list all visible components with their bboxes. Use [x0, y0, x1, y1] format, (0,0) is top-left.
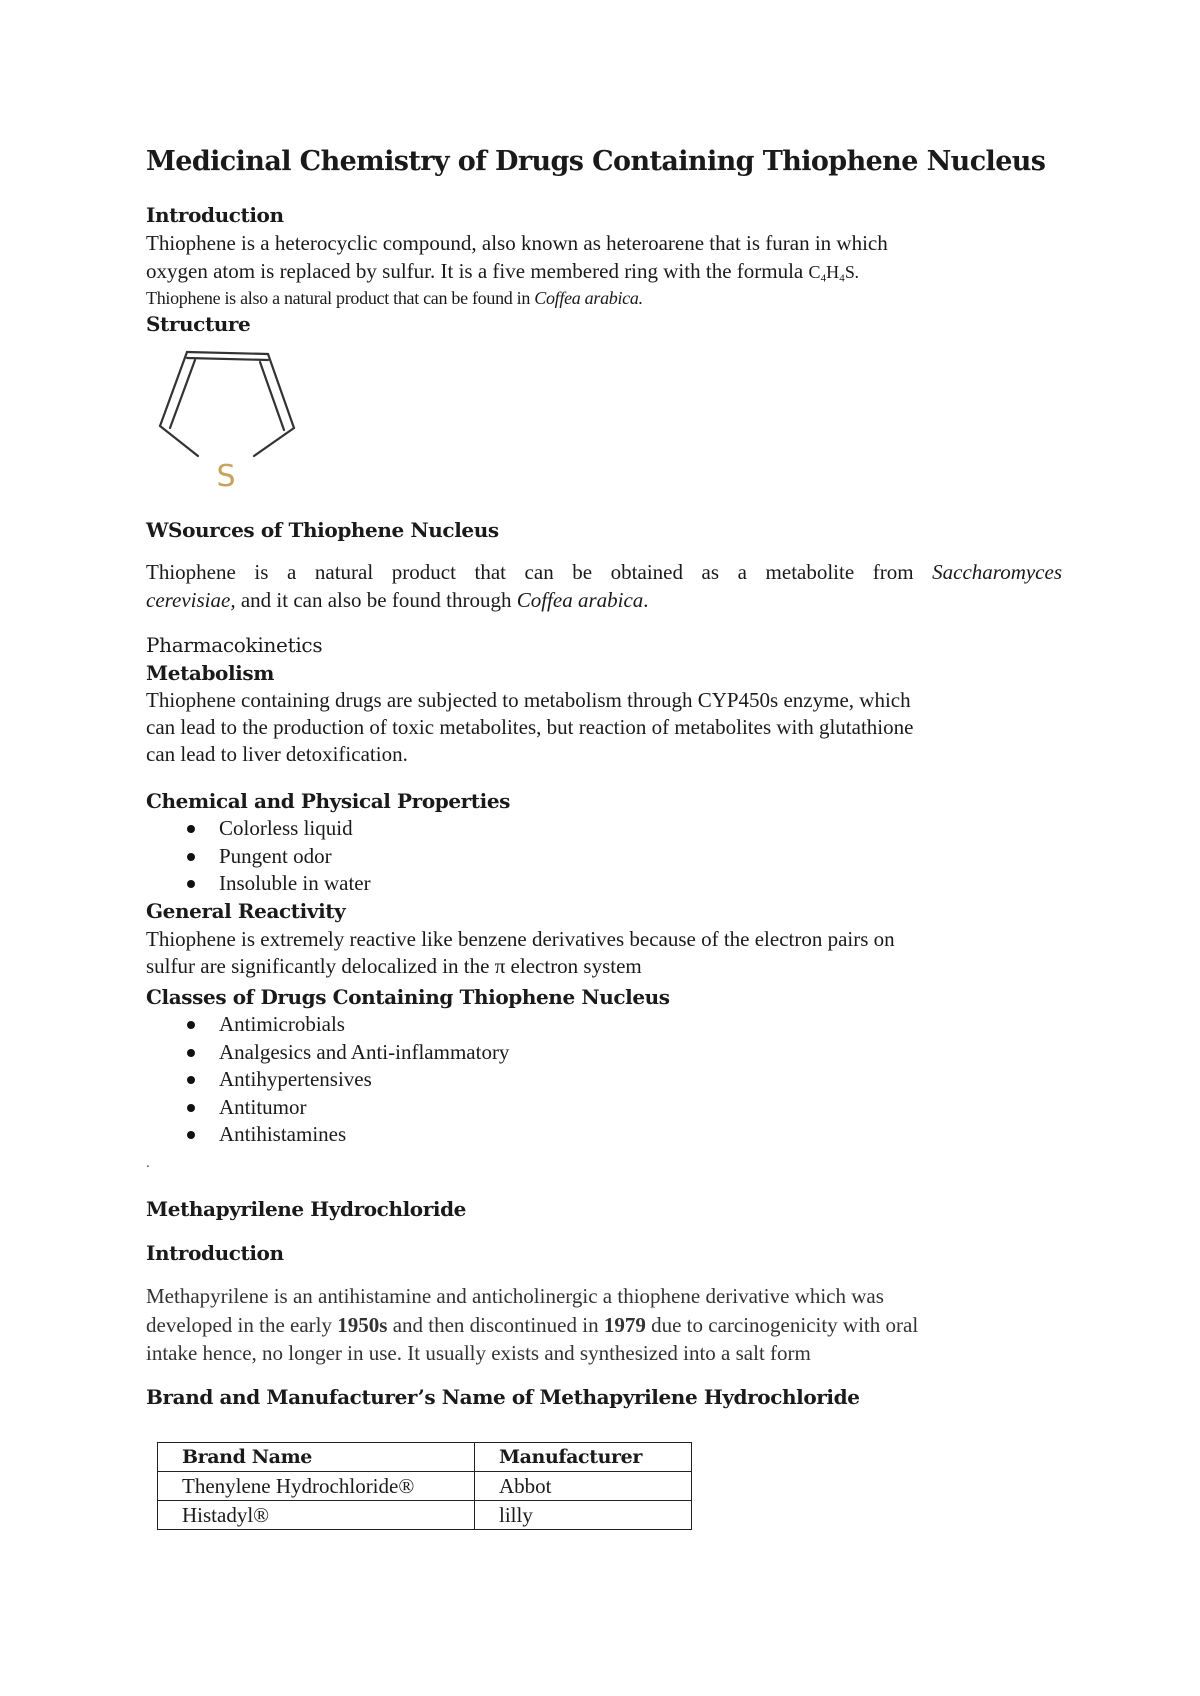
bond-c5-s — [254, 428, 294, 456]
sulfur-atom-label: S — [216, 459, 236, 494]
properties-list — [146, 815, 371, 898]
bond-c2-s — [160, 426, 198, 456]
formula: C₄H₄S. — [808, 262, 859, 282]
properties-heading: Chemical and Physical Properties — [146, 789, 511, 813]
metabolism-line-2: can lead to the production of toxic metabolites, but reaction of metabolites with glutathione — [146, 715, 914, 739]
list-item: Antihistamines — [146, 1121, 509, 1149]
methapyrilene-heading: Methapyrilene Hydrochloride — [146, 1197, 466, 1221]
reactivity-line-2: sulfur are significantly delocalized in the π electron system — [146, 954, 642, 978]
methapyrilene-line-2a: developed in the early — [146, 1313, 338, 1337]
methapyrilene-intro-heading: Introduction — [146, 1241, 284, 1265]
brand-table — [157, 1442, 692, 1530]
sources-period: . — [643, 588, 649, 612]
cerevisiae-italic: cerevisiae, — [146, 588, 236, 612]
table-cell: Histadyl® — [158, 1501, 475, 1530]
column-header-manufacturer: Manufacturer — [475, 1443, 692, 1472]
sources-line-2-text: and it can also be found through — [235, 588, 517, 612]
table-row — [158, 1472, 692, 1501]
coffea-italic: Coffea arabica. — [534, 288, 643, 308]
table-cell: Abbot — [475, 1472, 692, 1501]
list-item: Colorless liquid — [146, 815, 371, 843]
metabolism-line-1: Thiophene containing drugs are subjected to metabolism through CYP450s enzyme, which — [146, 688, 911, 712]
classes-heading: Classes of Drugs Containing Thiophene Nucleus — [146, 985, 670, 1009]
methapyrilene-line-1: Methapyrilene is an antihistamine and anticholinergic a thiophene derivative which was — [146, 1284, 884, 1308]
list-item: Antimicrobials — [146, 1011, 509, 1039]
document-title: Medicinal Chemistry of Drugs Containing Thiophene Nucleus — [146, 146, 1046, 177]
intro-heading: Introduction — [146, 203, 284, 227]
bond-c4-c5 — [268, 354, 294, 428]
sources-line-1 — [146, 559, 1062, 587]
metabolism-line-3: can lead to liver detoxification. — [146, 742, 408, 766]
bond-c2-c3-inner — [170, 360, 195, 428]
brand-heading: Brand and Manufacturer’s Name of Methapyrilene Hydrochloride — [146, 1385, 860, 1409]
sources-line-1-text: Thiophene is a natural product that can be obtained as a metabolite from — [146, 560, 933, 584]
intro-line-2 — [146, 258, 1062, 287]
classes-list — [146, 1011, 509, 1149]
bond-c2-c3 — [160, 352, 187, 426]
thiophene-structure-diagram — [154, 344, 304, 504]
saccharomyces-italic: Saccharomyces — [932, 560, 1062, 584]
column-header-brand: Brand Name — [158, 1443, 475, 1472]
list-item: Analgesics and Anti-inflammatory — [146, 1039, 509, 1067]
intro-line-3-text: Thiophene is also a natural product that can be found in — [146, 288, 535, 308]
methapyrilene-line-3: intake hence, no longer in use. It usually exists and synthesized into a salt form — [146, 1341, 811, 1365]
methapyrilene-line-2 — [146, 1312, 1062, 1340]
intro-line-3 — [146, 288, 643, 309]
table-cell: lilly — [475, 1501, 692, 1530]
methapyrilene-line-2e: due to carcinogenicity with oral — [645, 1313, 919, 1337]
metabolism-heading: Metabolism — [146, 661, 275, 685]
list-item: Antihypertensives — [146, 1066, 509, 1094]
table-row — [158, 1501, 692, 1530]
pharmacokinetics-heading: Pharmacokinetics — [146, 633, 323, 657]
methapyrilene-line-2c: and then discontinued in — [387, 1313, 604, 1337]
sources-line-2 — [146, 587, 1062, 615]
reactivity-line-1: Thiophene is extremely reactive like benzene derivatives because of the electron pairs on — [146, 927, 895, 951]
reactivity-heading: General Reactivity — [146, 899, 346, 923]
sources-heading: WSources of Thiophene Nucleus — [146, 518, 499, 542]
intro-line-2-text: oxygen atom is replaced by sulfur. It is a five membered ring with the formula — [146, 259, 809, 283]
year-1979: 1979 — [603, 1313, 646, 1337]
table-cell: Thenylene Hydrochloride® — [158, 1472, 475, 1501]
table-header-row — [158, 1443, 692, 1472]
intro-line-1: Thiophene is a heterocyclic compound, also known as heteroarene that is furan in which — [146, 231, 888, 255]
coffea-italic-2: Coffea arabica — [516, 588, 644, 612]
list-item: Pungent odor — [146, 843, 371, 871]
year-1950s: 1950s — [337, 1313, 388, 1337]
bond-c4-c5-inner — [260, 362, 284, 430]
structure-heading: Structure — [146, 312, 251, 336]
bond-c3-c4 — [187, 352, 268, 354]
list-item: Antitumor — [146, 1094, 509, 1122]
stray-mark: . — [146, 1156, 150, 1170]
bond-c3-c4-inner — [187, 358, 268, 360]
list-item: Insoluble in water — [146, 870, 371, 898]
